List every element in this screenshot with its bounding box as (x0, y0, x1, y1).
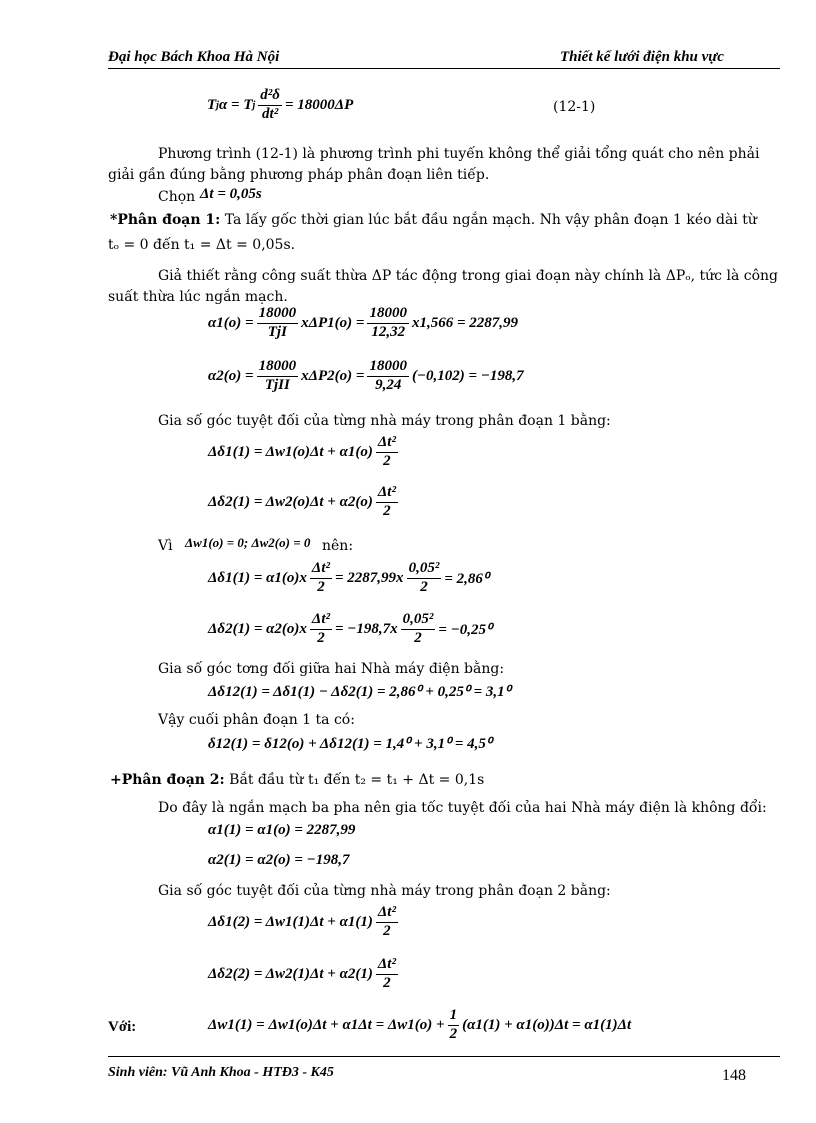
eq-den: 12,32 (371, 323, 406, 340)
since-equation: Δw1(o) = 0; Δw2(o) = 0 (185, 535, 311, 550)
assume-line: Giả thiết rằng công suất thừa ΔP tác động trong giai đoạn này chính là ΔPₒ, tức là công (158, 268, 778, 284)
paragraph-line: giải gần đúng bằng phương pháp phân đoạn liên tiếp. (108, 167, 490, 183)
eq-den: 9,24 (375, 376, 402, 393)
since-suffix: nên: (322, 538, 354, 554)
eq-fraction (376, 957, 398, 992)
eq-part: Δδ1(1) = Δw1(o)Δt + α1(o) (208, 443, 373, 460)
footer-left: Sinh viên: Vũ Anh Khoa - HTĐ3 - K45 (108, 1065, 334, 1080)
eq-num: Δt² (310, 612, 332, 630)
eq-num: Δt² (376, 435, 398, 453)
end-segment-1-text: Vậy cuối phân đoạn 1 ta có: (158, 712, 355, 728)
equation-12-1 (207, 88, 353, 123)
increment-text-1: Gia số góc tuyệt đối của từng nhà máy trong phân đoạn 1 bằng: (158, 413, 611, 429)
eq-num: 1 (448, 1008, 460, 1026)
eq-part: (−0,102) = −198,7 (411, 367, 524, 384)
eq-den: 2 (420, 578, 428, 595)
eq-den: 2 (414, 629, 422, 646)
eq-part: Δδ1(2) = Δw1(1)Δt + α1(1) (208, 913, 373, 930)
eq-part: α1(o) = (208, 314, 254, 331)
segment-1-title: *Phân đoạn 1: (110, 212, 221, 228)
choose-label: Chọn (158, 189, 196, 205)
equation-delta2-seg2 (208, 957, 401, 992)
eq-den: 2 (383, 452, 391, 469)
eq-num: 0,05² (401, 612, 436, 630)
eq-fraction (376, 905, 398, 940)
equation-with (208, 1008, 631, 1043)
eq-den: 2 (383, 974, 391, 991)
eq-den: TjI (267, 323, 287, 340)
eq-den: 2 (317, 578, 325, 595)
eq-T: T (243, 96, 253, 113)
eq-fraction (448, 1008, 460, 1043)
eq-num: Δt² (376, 485, 398, 503)
eq-fraction (376, 485, 398, 520)
equation-delta2 (208, 485, 401, 520)
header-left: Đại học Bách Khoa Hà Nội (108, 49, 280, 65)
eq-num: Δt² (310, 561, 332, 579)
eq-fraction (367, 306, 409, 341)
eq-fraction (310, 561, 332, 596)
eq-part: α2(o) = (208, 367, 254, 384)
eq-part: xΔP2(o) = (301, 367, 365, 384)
eq-part: = 2287,99x (335, 569, 404, 586)
segment-1-line (110, 212, 757, 228)
equation-label: (12-1) (553, 99, 596, 115)
eq-fraction (257, 359, 299, 394)
eq-den: TjII (264, 376, 290, 393)
relative-text: Gia số góc tơng đối giữa hai Nhà máy điện bằng: (158, 661, 505, 677)
eq-fraction (376, 435, 398, 470)
eq-num: Δt² (376, 905, 398, 923)
eq-num: d²δ (258, 88, 282, 106)
eq-sub2: j (252, 99, 256, 111)
header-rule (108, 68, 780, 69)
header-right: Thiết kế lưới điện khu vực (560, 49, 724, 65)
eq-rhs: = 18000ΔP (284, 96, 354, 113)
equation-delta1-seg2 (208, 905, 401, 940)
eq-num: 18000 (367, 306, 409, 324)
equation-alpha2 (208, 359, 524, 394)
eq-fraction (367, 359, 409, 394)
eq-equals: = (231, 96, 240, 113)
eq-part: Δδ1(1) = α1(o)x (208, 569, 307, 586)
eq-part: = −0,25⁰ (438, 621, 493, 638)
eq-num: 18000 (257, 359, 299, 377)
eq-fraction (401, 612, 436, 647)
assume-line: suất thừa lúc ngắn mạch. (108, 289, 288, 305)
eq-part: x1,566 = 2287,99 (411, 314, 519, 331)
paragraph-line: Phương trình (12-1) là phương trình phi tuyến không thể giải tổng quát cho nên phải (158, 146, 760, 162)
segment-2-text: Bắt đầu từ t₁ đến t₂ = t₁ + Δt = 0,1s (224, 772, 485, 788)
equation-end-segment-1: δ12(1) = δ12(o) + Δδ12(1) = 1,4⁰ + 3,1⁰ = 4,5⁰ (208, 736, 492, 752)
eq-part: xΔP1(o) = (301, 314, 365, 331)
choose-equation: Δt = 0,05s (200, 186, 262, 202)
since-label: Vì (158, 538, 173, 554)
segment-1-range: tₒ = 0 đến t₁ = Δt = 0,05s. (108, 237, 296, 253)
eq-num: Δt² (376, 957, 398, 975)
eq-part: Δδ2(2) = Δw2(1)Δt + α2(1) (208, 965, 373, 982)
page-number: 148 (722, 1067, 746, 1084)
eq-sub: j (216, 99, 219, 111)
equation-delta1-value (208, 561, 489, 596)
equation-relative: Δδ12(1) = Δδ1(1) − Δδ2(1) = 2,86⁰ + 0,25⁰ = 3,1⁰ (208, 684, 511, 700)
accel-text: Do đây là ngắn mạch ba pha nên gia tốc tuyệt đối của hai Nhà máy điện là không đổi: (158, 800, 767, 816)
with-label: Với: (108, 1019, 137, 1035)
equation-delta2-value (208, 612, 492, 647)
segment-2-line (110, 772, 484, 788)
eq-fraction (257, 306, 299, 341)
eq-part: = −198,7x (335, 620, 398, 637)
eq-den: 2 (317, 629, 325, 646)
equation-alpha2-seg2: α2(1) = α2(o) = −198,7 (208, 852, 350, 868)
eq-fraction (258, 88, 282, 123)
eq-num: 18000 (257, 306, 299, 324)
eq-den: 2 (383, 922, 391, 939)
footer-rule (108, 1056, 780, 1057)
eq-fraction (407, 561, 442, 596)
equation-alpha1 (208, 306, 518, 341)
increment-text-2: Gia số góc tuyệt đối của từng nhà máy trong phân đoạn 2 bằng: (158, 883, 611, 899)
eq-lhs: T (207, 96, 217, 113)
equation-delta1 (208, 435, 401, 470)
eq-part: (α1(1) + α1(o))Δt = α1(1)Δt (462, 1016, 632, 1033)
eq-num: 0,05² (407, 561, 442, 579)
eq-part: = 2,86⁰ (444, 570, 489, 587)
eq-den: dt² (262, 105, 279, 122)
segment-2-title: +Phân đoạn 2: (110, 772, 225, 788)
eq-part: Δw1(1) = Δw1(o)Δt + α1Δt = Δw1(o) + (208, 1016, 445, 1033)
eq-fraction (310, 612, 332, 647)
eq-alpha: α (218, 96, 228, 113)
segment-1-text: Ta lấy gốc thời gian lúc bắt đầu ngắn mạch. Nh vậy phân đoạn 1 kéo dài từ (220, 212, 757, 228)
eq-den: 2 (449, 1025, 458, 1042)
eq-part: Δδ2(1) = Δw2(o)Δt + α2(o) (208, 493, 373, 510)
eq-num: 18000 (367, 359, 409, 377)
equation-alpha1-seg2: α1(1) = α1(o) = 2287,99 (208, 822, 356, 838)
eq-part: Δδ2(1) = α2(o)x (208, 620, 307, 637)
eq-den: 2 (383, 502, 391, 519)
